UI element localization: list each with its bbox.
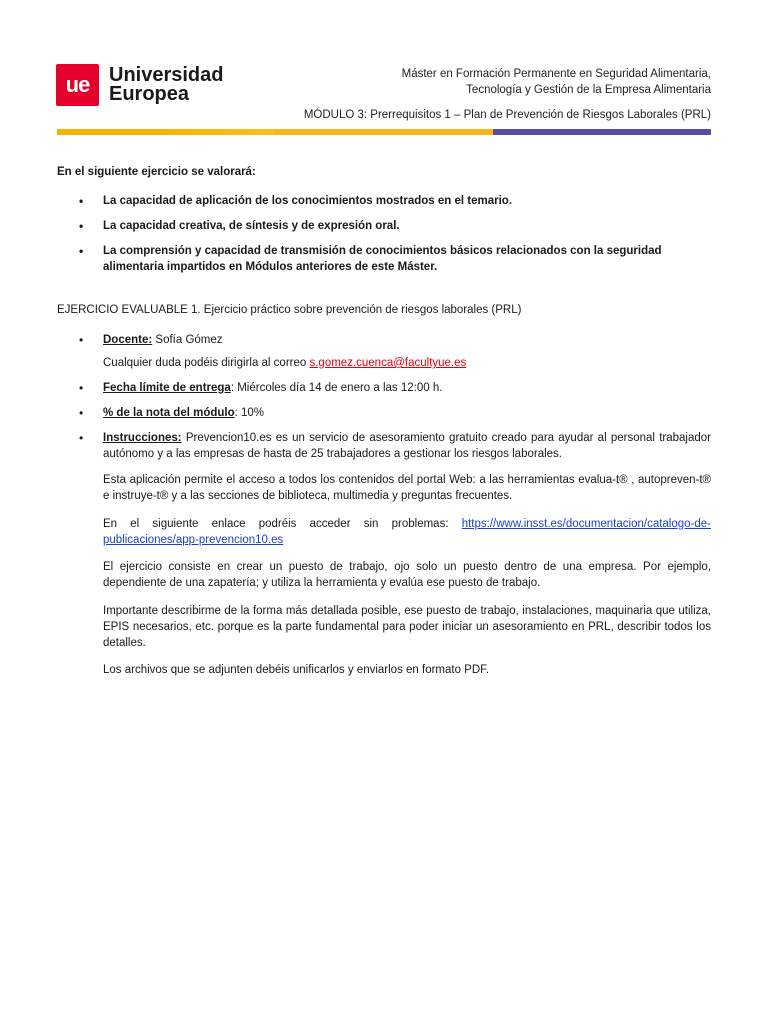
paragraph-access: Esta aplicación permite el acceso a todos los contenidos del portal Web: a las herramientas evalua-t® , autopreven-t® e instruye-t® y a las secciones de biblioteca, multimedia y preguntas frecuentes.	[103, 474, 711, 502]
contact-text: Cualquier duda podéis dirigirla al correo	[103, 357, 310, 369]
instructions-text	[103, 430, 711, 462]
exercise-details-list	[57, 332, 711, 678]
grade-item	[57, 405, 711, 421]
paragraph-task: El ejercicio consiste en crear un puesto de trabajo, ojo solo un puesto dentro de una empresa. Por ejemplo, dependiente de una zapatería; y utiliza la herramienta y evalúa ese puesto de trabajo.	[103, 561, 711, 589]
paragraph-detail: Importante describirme de la forma más detallada posible, ese puesto de trabajo, instalaciones, maquinaria que utiliza, EPIS necesarios, etc. porque es la parte fundamental para poder iniciar un asesoramiento en PRL, describir todos los detalles.	[103, 604, 711, 649]
intro-text: En el siguiente ejercicio se valorará:	[57, 166, 256, 178]
ue-logo-icon: ue	[56, 64, 99, 106]
deadline-label: Fecha límite de entrega	[103, 382, 231, 394]
bullet-icon: •	[79, 381, 84, 395]
catalog-link[interactable]: https://www.insst.es/documentacion/catalogo-de-publicaciones/app-prevencion10.es	[103, 517, 711, 546]
document-header	[0, 0, 768, 140]
list-item	[57, 218, 711, 234]
list-item	[57, 193, 711, 209]
criterion-text: La capacidad de aplicación de los conocimientos mostrados en el temario.	[103, 195, 513, 207]
docente-label: Docente:	[103, 334, 153, 346]
docente-item	[57, 332, 711, 371]
document-body	[57, 164, 711, 690]
list-item	[57, 243, 711, 275]
logo-wordmark	[109, 66, 223, 104]
logo-line1: Universidad	[109, 64, 224, 86]
header-color-rule	[57, 129, 711, 135]
bullet-icon: •	[79, 406, 84, 420]
deadline-value: : Miércoles día 14 de enero a las 12:00 h.	[230, 382, 443, 394]
docente-value: Sofía Gómez	[152, 334, 223, 346]
contact-line	[103, 355, 711, 371]
instructions-label: Instrucciones:	[103, 432, 182, 444]
bullet-icon: •	[79, 431, 84, 445]
link-intro-text: En el siguiente enlace podréis acceder sin problemas:	[103, 517, 462, 530]
program-line1: Máster en Formación Permanente en Seguridad Alimentaria,	[401, 68, 711, 80]
bullet-icon: •	[79, 194, 84, 208]
grade-label: % de la nota del módulo	[103, 407, 235, 419]
deadline-item	[57, 380, 711, 396]
paragraph-link	[103, 516, 711, 548]
paragraph-format: Los archivos que se adjunten debéis unificarlos y enviarlos en formato PDF.	[103, 664, 490, 676]
contact-email-link[interactable]: s.gomez.cuenca@facultyue.es	[309, 357, 467, 369]
criterion-text: La comprensión y capacidad de transmisión de conocimientos básicos relacionados con la seguridad alimentaria impartidos en Módulos anteriores de este Máster.	[103, 245, 662, 273]
program-line2: Tecnología y Gestión de la Empresa Alimentaria	[466, 84, 711, 96]
module-title: MÓDULO 3: Prerrequisitos 1 – Plan de Prevención de Riesgos Laborales (PRL)	[303, 109, 711, 121]
university-logo	[56, 64, 223, 106]
instructions-item	[57, 430, 711, 678]
bullet-icon: •	[79, 244, 84, 258]
instructions-value: Prevencion10.es es un servicio de asesoramiento gratuito creado para ayudar al personal trabajador autónomo y a las empresas de hasta de 25 trabajadores a gestionar los riesgos laborales.	[103, 432, 711, 460]
logo-line2: Europea	[109, 83, 190, 105]
program-heading	[304, 66, 711, 123]
bullet-icon: •	[79, 333, 84, 347]
exercise-title: EJERCICIO EVALUABLE 1. Ejercicio práctico sobre prevención de riesgos laborales (PRL)	[57, 304, 522, 316]
criteria-list	[57, 193, 711, 275]
bullet-icon: •	[79, 219, 84, 233]
grade-value: : 10%	[234, 407, 265, 419]
criterion-text: La capacidad creativa, de síntesis y de expresión oral.	[103, 220, 400, 232]
